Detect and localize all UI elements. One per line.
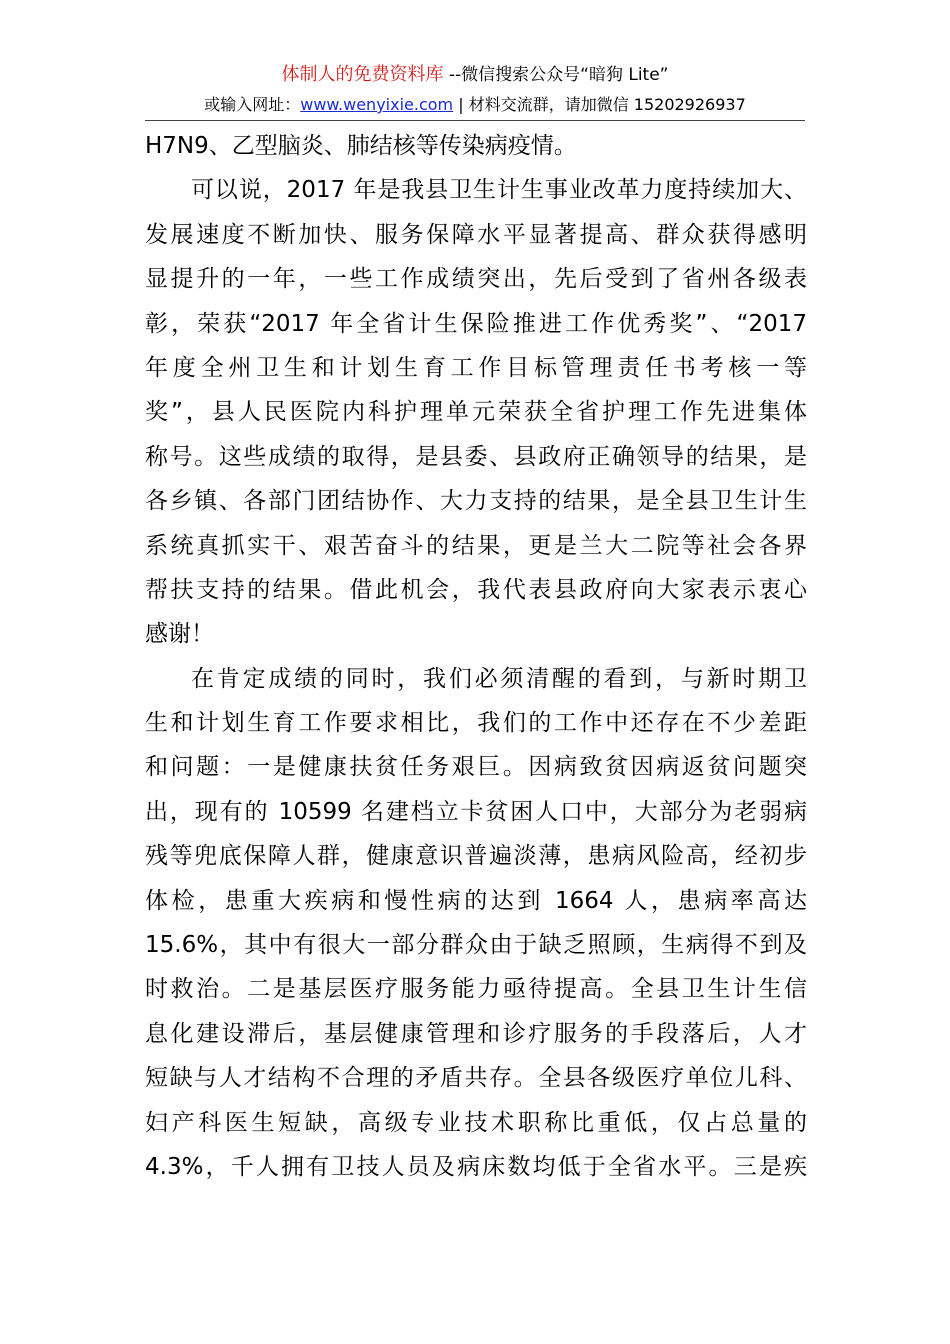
text-line: 4.3%，千人拥有卫技人员及病床数均低于全省水平。三是疾	[145, 1153, 807, 1180]
page-header	[0, 0, 950, 125]
text-line: 残等兜底保障人群，健康意识普遍淡薄，患病风险高，经初步	[145, 843, 807, 870]
text-line: 感谢！	[145, 621, 214, 648]
text-line: 15.6%，其中有很大一部分群众由于缺乏照顾，生病得不到及	[145, 932, 807, 959]
text-line: 息化建设滞后，基层健康管理和诊疗服务的手段落后，人才	[145, 1020, 807, 1047]
text-line: 时救治。二是基层医疗服务能力亟待提高。全县卫生计生信	[145, 976, 807, 1003]
text-line: 和问题：一是健康扶贫任务艰巨。因病致贫因病返贫问题突	[145, 754, 807, 781]
brand-title: 体制人的免费资料库	[281, 64, 444, 85]
website-link[interactable]: www.wenyixie.com	[300, 95, 454, 114]
document-body	[145, 124, 807, 1189]
text-line: 系统真抓实干、艰苦奋斗的结果，更是兰大二院等社会各界	[145, 532, 807, 559]
text-line: 出，现有的 10599 名建档立卡贫困人口中，大部分为老弱病	[145, 798, 807, 825]
text-line: 彰，荣获“2017 年全省计生保险推进工作优秀奖”、“2017	[145, 310, 807, 337]
contact-info: | 材料交流群，请加微信 15202926937	[453, 95, 746, 114]
text-line: 各乡镇、各部门团结协作、大力支持的结果，是全县卫生计生	[145, 488, 807, 515]
text-line: 显提升的一年，一些工作成绩突出，先后受到了省州各级表	[145, 266, 807, 293]
header-title-line	[0, 62, 950, 88]
text-line: 在肯定成绩的同时，我们必须清醒的看到，与新时期卫	[191, 665, 807, 692]
text-line: 短缺与人才结构不合理的矛盾共存。全县各级医疗单位儿科、	[145, 1065, 807, 1092]
text-line: 可以说，2017 年是我县卫生计生事业改革力度持续加大、	[191, 177, 807, 204]
text-line: 发展速度不断加快、服务保障水平显著提高、群众获得感明	[145, 221, 807, 248]
header-divider	[145, 120, 805, 121]
text-line: 奖”，县人民医院内科护理单元荣获全省护理工作先进集体	[145, 399, 807, 426]
text-line: 帮扶支持的结果。借此机会，我代表县政府向大家表示衷心	[145, 576, 807, 603]
text-line: 体检，患重大疾病和慢性病的达到 1664 人，患病率高达	[145, 887, 807, 914]
text-line: 称号。这些成绩的取得，是县委、县政府正确领导的结果，是	[145, 443, 807, 470]
text-line: 年度全州卫生和计划生育工作目标管理责任书考核一等	[145, 354, 807, 381]
text-line: 生和计划生育工作要求相比，我们的工作中还存在不少差距	[145, 710, 807, 737]
header-tagline: --微信搜索公众号“暗狗 Lite”	[443, 65, 669, 85]
url-prefix: 或输入网址：	[204, 95, 301, 114]
text-line: H7N9、乙型脑炎、肺结核等传染病疫情。	[145, 133, 577, 159]
header-contact-line	[0, 92, 950, 118]
text-line: 妇产科医生短缺，高级专业技术职称比重低，仅占总量的	[145, 1109, 807, 1136]
